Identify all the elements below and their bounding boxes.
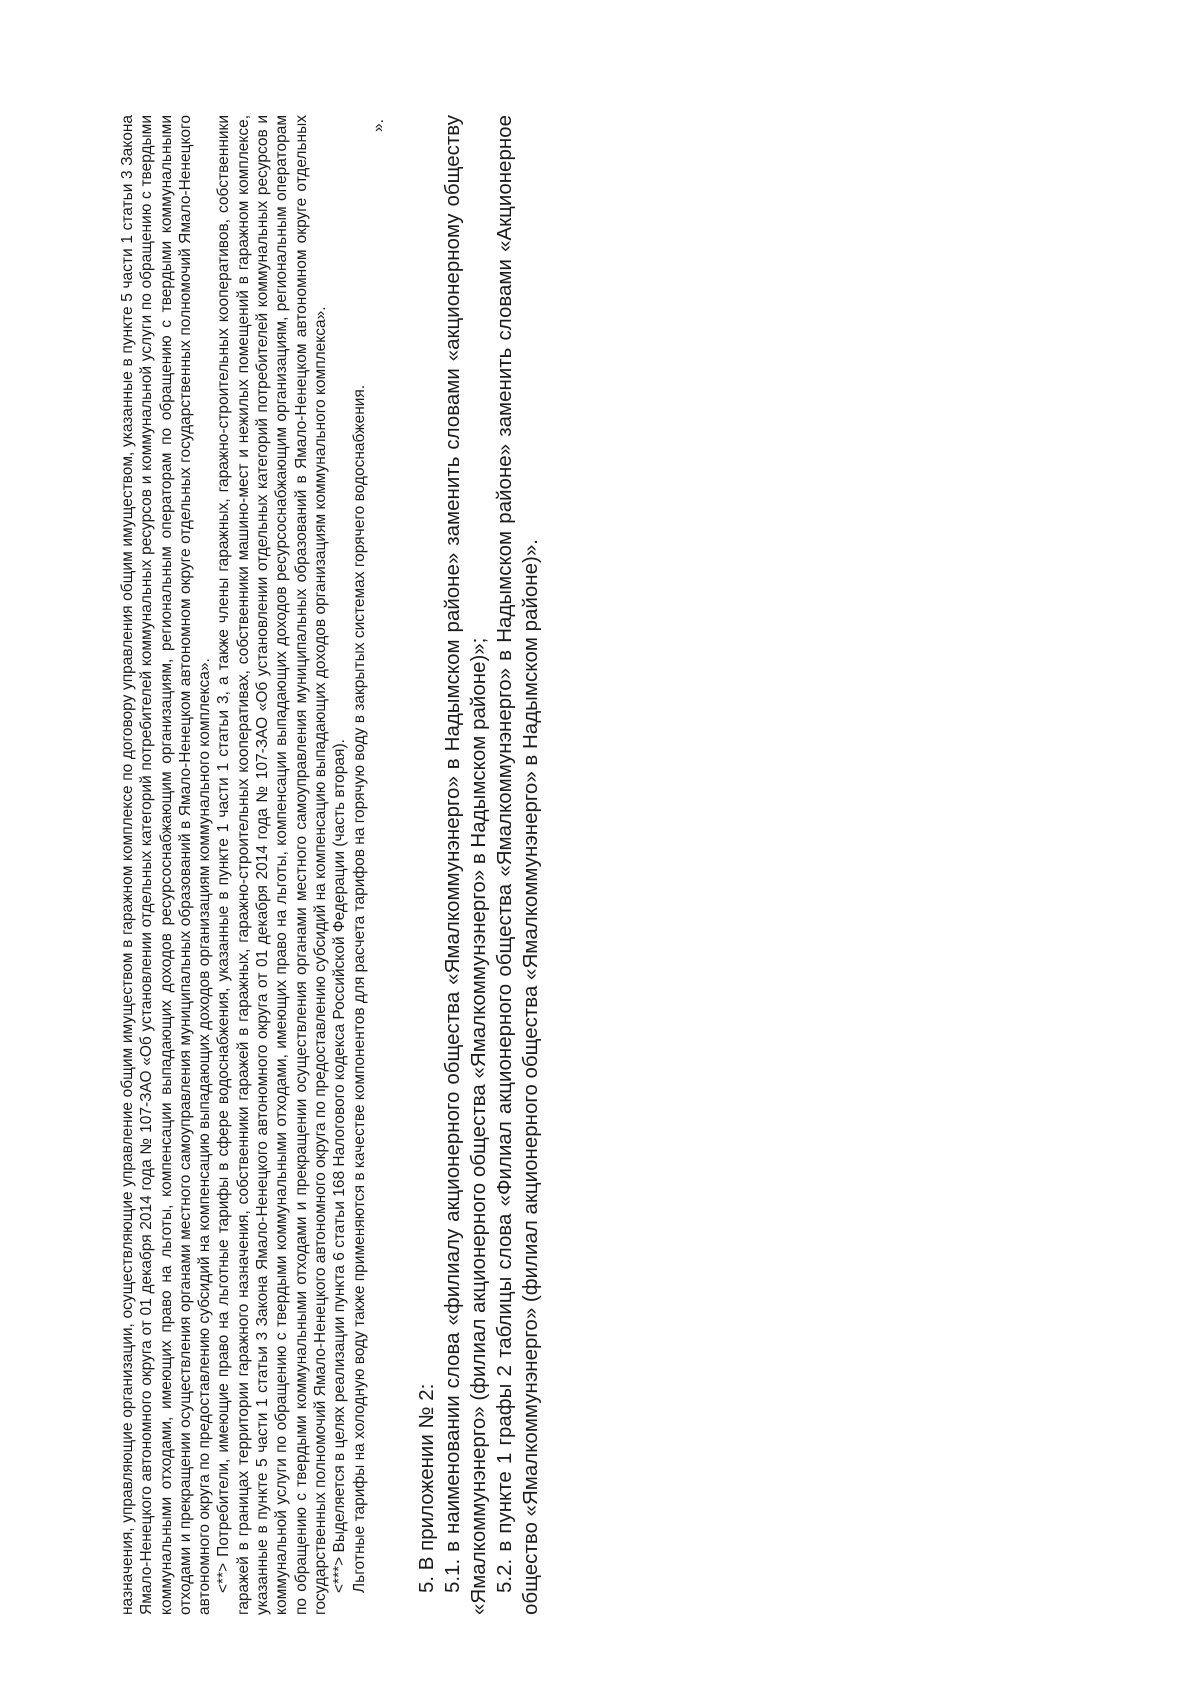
- footnote-cold-water-note: Льготные тарифы на холодную воду также применяются в качестве компонентов для расчета тарифов на горячую воду в закрытых системах горячего водоснабжения.: [350, 384, 368, 1593]
- footnote-continuation: назначения, управляющие организации, осуществляющие управление общим имуществом в гаражном комплексе по договору управления общим имуществом, указанные в пункте 5 части 1 статьи 3 Закона Ямало-Ненецкого автономного округа от 01 декабря 2014 года № 107-ЗАО «Об установлении отдельных категорий потребителей коммунальных ресурсов и коммунальной услуги по обращению с твердыми коммунальными отходами, имеющих право на льготы, компенсации выпадающих доходов ресурсоснабжающим организациям, региональным операторам по обращению с твердыми коммунальными отходами и прекращении осуществления органами местного самоуправления муниципальных образований в Ямало-Ненецком автономном округе отдельных государственных полномочий Ямало-Ненецкого автономного округа по предоставлению субсидий на компенсацию выпадающих доходов организациям коммунального комплекса».: [119, 115, 214, 1615]
- amendment-item-5-2: 5.2. в пункте 1 графы 2 таблицы слова «Филиал акционерного общества «Ямалкоммунэнерго» в Надымском районе» заменить словами «Акционерное общество «Ямалкоммунэнерго» (филиал акционерного общества «Ямалкоммунэнерго» в Надымском районе)».: [492, 115, 542, 1615]
- footnote-triple-asterisk: <***> Выделяется в целях реализации пункта 6 статьи 168 Налогового кодекса Российской Федерации (часть вторая).: [331, 739, 349, 1593]
- amendment-item-5: 5. В приложении № 2:: [414, 1383, 438, 1593]
- amendment-item-5-1: 5.1. в наименовании слова «филиалу акционерного общества «Ямалкоммунэнерго» в Надымском районе» заменить словами «акционерному обществу «Ямалкоммунэнерго» (филиал акционерного общества «Ямалкоммунэнерго» в Надымском районе)»;: [440, 115, 490, 1615]
- rotated-page-content: [118, 115, 698, 1615]
- closing-quote: ».: [369, 119, 387, 132]
- footnote-double-asterisk: <**> Потребители, имеющие право на льготные тарифы в сфере водоснабжения, указанные в пункте 1 части 1 статьи 3, а также члены гаражных, гаражно-строительных кооперативов, собственники гаражей в границах территории гаражного назначения, собственники гаражей в гаражных, гаражно-строительных кооперативах, собственники машино-мест и нежилых помещений в гаражном комплексе, указанные в пункте 5 части 1 статьи 3 Закона Ямало-Ненецкого автономного округа от 01 декабря 2014 года № 107-ЗАО «Об установлении отдельных категорий потребителей коммунальных ресурсов и коммунальной услуги по обращению с твердыми коммунальными отходами, имеющих право на льготы, компенсации выпадающих доходов ресурсоснабжающим организациям, региональным операторам по обращению с твердыми коммунальными отходами и прекращении осуществления органами местного самоуправления муниципальных образований в Ямало-Ненецком автономном округе отдельных государственных полномочий Ямало-Ненецкого автономного округа по предоставлению субсидий на компенсацию выпадающих доходов организациям коммунального комплекса».: [215, 115, 329, 1615]
